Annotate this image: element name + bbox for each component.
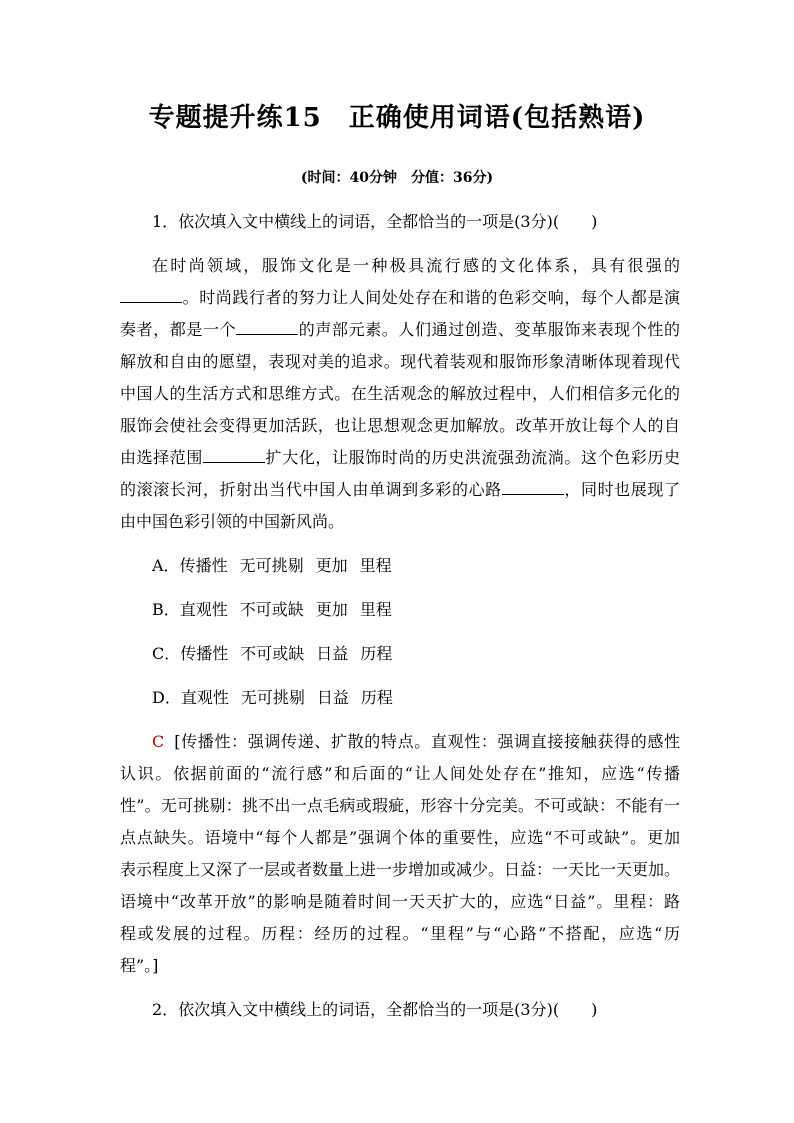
passage-line: 由选择范围 扩大化，让服饰时尚的历史洪流强劲流淌。这个色彩历史	[120, 448, 680, 467]
passage-line: 奏者，都是一个 的声部元素。人们通过创造、变革服饰来表现个性的	[120, 320, 680, 339]
blank-3	[203, 446, 265, 463]
passage-line: 中国人的生活方式和思维方式。在生活观念的解放过程中，人们相信多元化的	[120, 384, 680, 403]
option-a: A．传播性 无可挑剔 更加 里程	[152, 556, 392, 575]
answer-letter: C	[152, 732, 165, 751]
question-2-stem: 2．依次填入文中横线上的词语，全都恰当的一项是(3分)( )	[152, 1000, 598, 1019]
time-score-info: (时间：40分钟 分值：36分)	[300, 170, 494, 186]
passage-line: 服饰会使社会变得更加活跃，也让思想观念更加解放。改革开放让每个人的自	[120, 416, 680, 435]
question-1-stem: 1．依次填入文中横线上的词语，全都恰当的一项是(3分)( )	[152, 212, 598, 231]
blank-1	[120, 286, 182, 303]
blank-2	[236, 318, 298, 335]
explanation-line: 认识。依据前面的“流行感”和后面的“让人间处处存在”推知，应选“传播	[120, 764, 680, 783]
passage-line: 由中国色彩引领的中国新风尚。	[120, 512, 345, 531]
explanation-line: 点点缺失。语境中“每个人都是”强调个体的重要性，应选“不可或缺”。更加	[120, 828, 680, 847]
passage-line: 的滚滚长河，折射出当代中国人由单调到多彩的心路 ，同时也展现了	[120, 480, 680, 499]
page-title: 专题提升练15 正确使用词语(包括熟语)	[148, 103, 646, 133]
explanation-line: 程”。]	[120, 956, 159, 975]
passage-line: 在时尚领域，服饰文化是一种极具流行感的文化体系，具有很强的	[152, 256, 680, 275]
answer-line: C [传播性：强调传递、扩散的特点。直观性：强调直接接触获得的感性	[152, 732, 680, 751]
option-d: D．直观性 无可挑剔 日益 历程	[152, 688, 393, 707]
explanation-line: 程或发展的过程。历程：经历的过程。“里程”与“心路”不搭配，应选“历	[120, 924, 680, 943]
passage-line: 。时尚践行者的努力让人间处处存在和谐的色彩交响，每个人都是演	[120, 286, 680, 310]
explanation-line: 性”。无可挑剔：挑不出一点毛病或瑕疵，形容十分完美。不可或缺：不能有一	[120, 796, 680, 815]
explanation-line: 表示程度上又深了一层或者数量上进一步增加或减少。日益：一天比一天更加。	[120, 860, 680, 879]
explanation-line: 语境中“改革开放”的影响是随着时间一天天扩大的，应选“日益”。里程：路	[120, 892, 680, 911]
option-b: B．直观性 不可或缺 更加 里程	[152, 600, 392, 619]
blank-4	[502, 478, 564, 495]
option-c: C．传播性 不可或缺 日益 历程	[152, 644, 393, 663]
passage-line: 解放和自由的愿望，表现对美的追求。现代着装观和服饰形象清晰体现着现代	[120, 352, 680, 371]
